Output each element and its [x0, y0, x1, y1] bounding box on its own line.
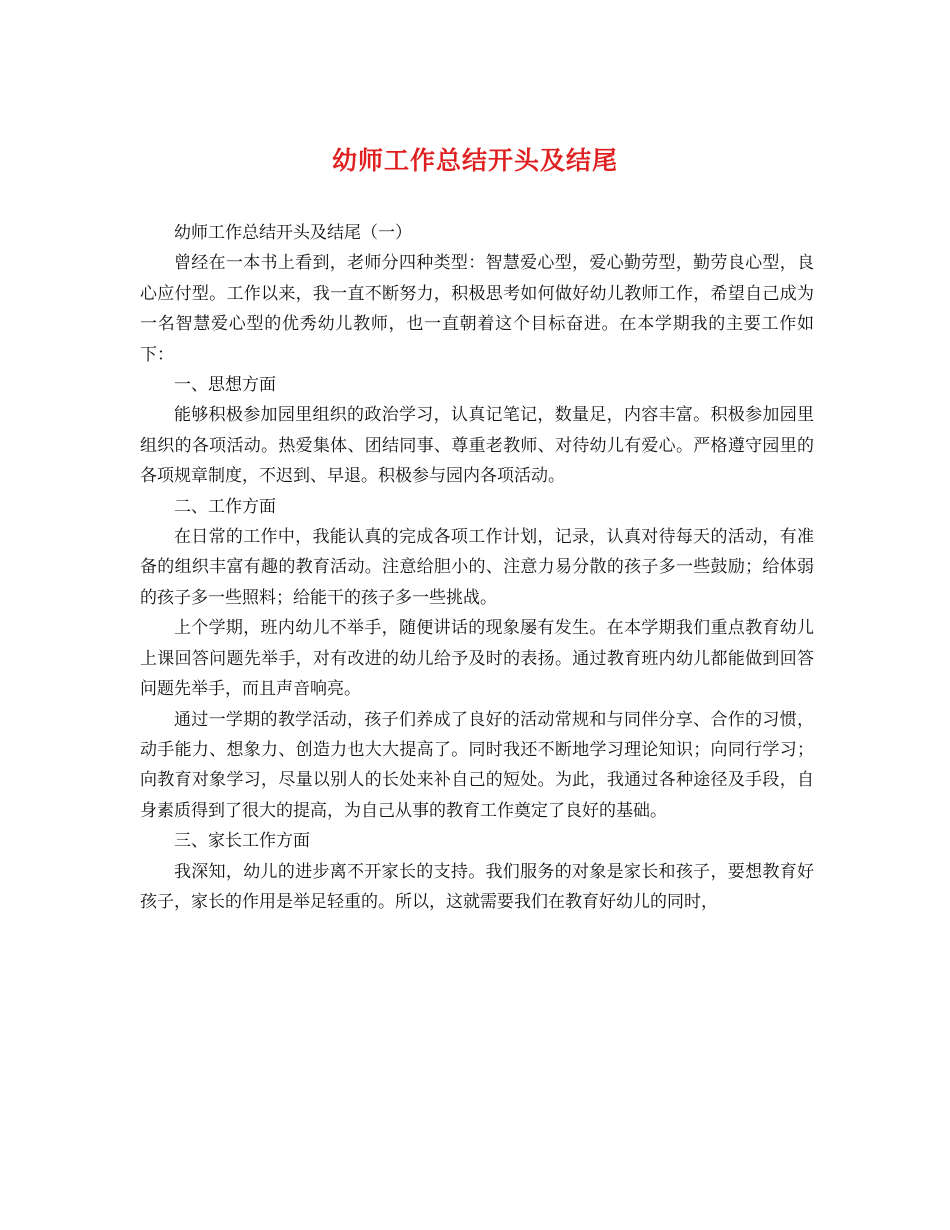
document-body	[140, 218, 814, 917]
paragraph: 曾经在一本书上看到，老师分四种类型：智慧爱心型，爱心勤劳型，勤劳良心型，良心应付型。工作以来，我一直不断努力，积极思考如何做好幼儿教师工作，希望自己成为一名智慧爱心型的优秀幼儿教师，也一直朝着这个目标奋进。在本学期我的主要工作如下：	[140, 253, 814, 365]
paragraph: 通过一学期的教学活动，孩子们养成了良好的活动常规和与同伴分享、合作的习惯，动手能力、想象力、创造力也大大提高了。同时我还不断地学习理论知识；向同行学习；向教育对象学习，尽量以别人的长处来补自己的短处。为此，我通过各种途径及手段，自身素质得到了很大的提高，为自己从事的教育工作奠定了良好的基础。	[140, 709, 814, 821]
section-heading: 二、工作方面	[174, 496, 276, 517]
section-heading: 幼师工作总结开头及结尾（一）	[174, 223, 412, 243]
section-heading: 三、家长工作方面	[174, 831, 310, 852]
paragraph: 能够积极参加园里组织的政治学习，认真记笔记，数量足，内容丰富。积极参加园里组织的各项活动。热爱集体、团结同事、尊重老教师、对待幼儿有爱心。严格遵守园里的各项规章制度，不迟到、早退。积极参与园内各项活动。	[140, 405, 814, 487]
paragraph: 上个学期，班内幼儿不举手，随便讲话的现象屡有发生。在本学期我们重点教育幼儿上课回答问题先举手，对有改进的幼儿给予及时的表扬。通过教育班内幼儿都能做到回答问题先举手，而且声音响亮。	[140, 618, 814, 700]
document-title: 幼师工作总结开头及结尾	[331, 146, 618, 175]
section-heading: 一、思想方面	[174, 375, 276, 396]
paragraph: 在日常的工作中，我能认真的完成各项工作计划，记录，认真对待每天的活动，有准备的组织丰富有趣的教育活动。注意给胆小的、注意力易分散的孩子多一些鼓励；给体弱的孩子多一些照料；给能干的孩子多一些挑战。	[140, 527, 814, 608]
paragraph: 我深知，幼儿的进步离不开家长的支持。我们服务的对象是家长和孩子，要想教育好孩子，家长的作用是举足轻重的。所以，这就需要我们在教育好幼儿的同时，	[140, 861, 814, 912]
